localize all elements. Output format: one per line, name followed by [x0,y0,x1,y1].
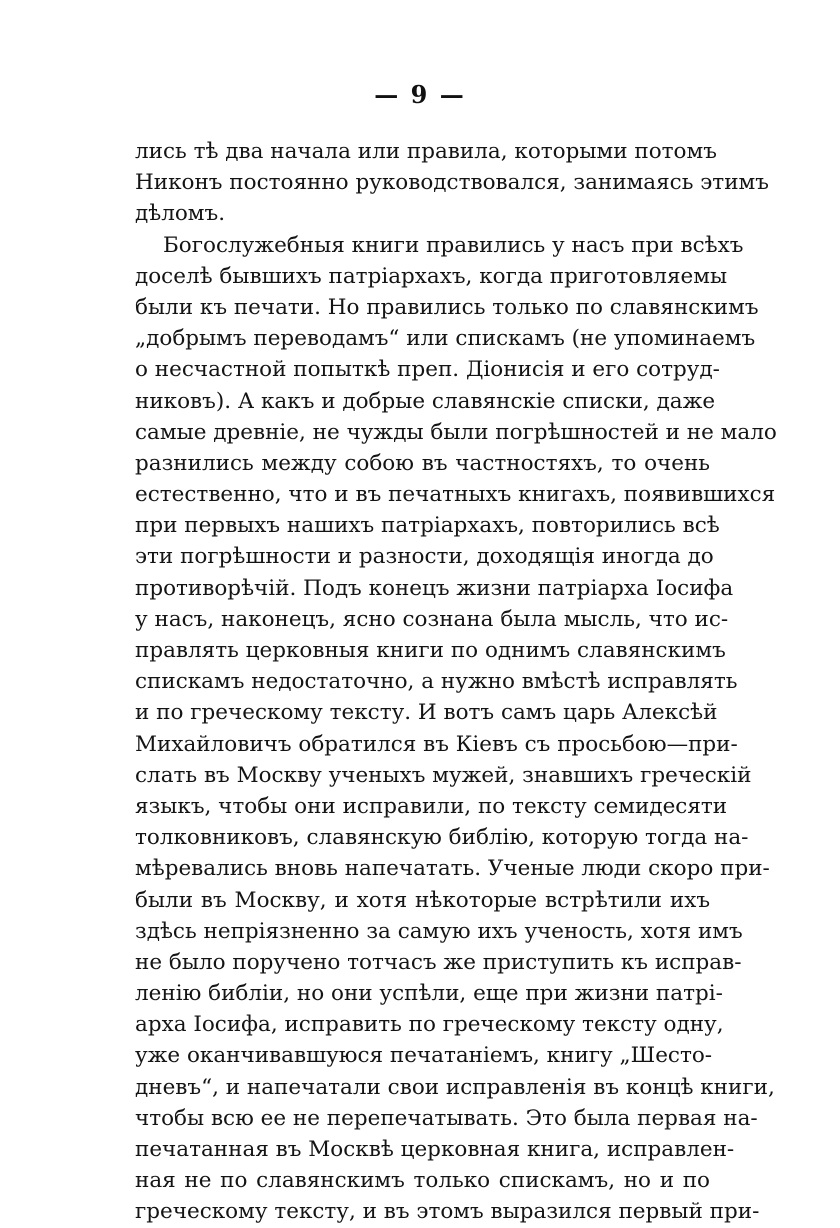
text-line: естественно, что и въ печатныхъ книгахъ, появившихся [135,482,776,508]
text-line: при первыхъ нашихъ патріархахъ, повторились всѣ [135,513,720,539]
text-line: мѣревались вновь напечатать. Ученые люди скоро при- [135,856,770,882]
text-line: и по греческому тексту. И вотъ самъ царь Алексѣй [135,700,718,726]
text-line: самые древніе, не чужды были погрѣшностей и не мало [135,419,777,445]
text-line: лись тѣ два начала или правила, которыми потомъ [135,139,717,164]
text-line: дневъ“, и напечатали свои исправленія въ концѣ книги, [135,1074,775,1100]
text-line: противорѣчій. Подъ конецъ жизни патріарха Іосифа [135,575,734,601]
text-line: Никонъ постоянно руководствовался, занимаясь этимъ [135,170,769,196]
text-line: печатанная въ Москвѣ церковная книга, исправлен- [135,1137,735,1162]
text-line: правлять церковныя книги по однимъ славянскимъ [135,638,726,663]
text-line: чтобы всю ее не перепечатывать. Это была первая на- [135,1105,758,1131]
text-line: ленію библіи, но они успѣли, еще при жизни патрі- [135,981,723,1007]
text-line: о несчастной попыткѣ преп. Діонисія и его сотруд- [135,357,720,383]
text-line: Михайловичъ обратился въ Кіевъ съ просьбою—при- [135,731,738,757]
text-line: ная не по славянскимъ только спискамъ, но и по [135,1168,710,1194]
text-line: разнились между собою въ частностяхъ, то очень [135,450,710,476]
text-line: никовъ). А какъ и добрые славянскіе списки, даже [135,388,716,414]
text-line: дѣломъ. [135,201,226,227]
text-line: Богослужебныя книги правились у насъ при всѣхъ [163,232,744,258]
text-line: уже оканчивавшуюся печатаніемъ, книгу „Шесто- [135,1043,713,1069]
text-line: „добрымъ переводамъ“ или спискамъ (не упоминаемъ [135,326,756,352]
text-line: у насъ, наконецъ, ясно сознана была мысль, что ис- [135,606,729,632]
text-line: языкъ, чтобы они исправили, по тексту семидесяти [135,793,728,819]
page-number: — 9 — [374,80,466,109]
text-line: эти погрѣшности и разности, доходящія иногда до [135,544,714,570]
text-line: толковниковъ, славянскую библію, которую тогда на- [135,825,749,851]
text-line: были въ Москву, и хотя нѣкоторые встрѣтили ихъ [135,887,710,913]
text-line: слать въ Москву ученыхъ мужей, знавшихъ греческій [135,762,752,788]
text-line: не было поручено тотчасъ же приступить къ исправ- [135,949,742,975]
text-line: доселѣ бывшихъ патріархахъ, когда приготовляемы [135,263,728,289]
text-line: греческому тексту, и въ этомъ выразился первый при- [135,1199,760,1225]
body-text [135,136,777,1228]
text-line: были къ печати. Но правились только по славянскимъ [135,294,759,320]
text-line: спискамъ недостаточно, а нужно вмѣстѣ исправлять [135,669,738,695]
text-line: арха Іосифа, исправить по греческому тексту одну, [135,1012,724,1038]
text-line: здѣсь непріязненно за самую ихъ ученость, хотя имъ [135,918,743,944]
